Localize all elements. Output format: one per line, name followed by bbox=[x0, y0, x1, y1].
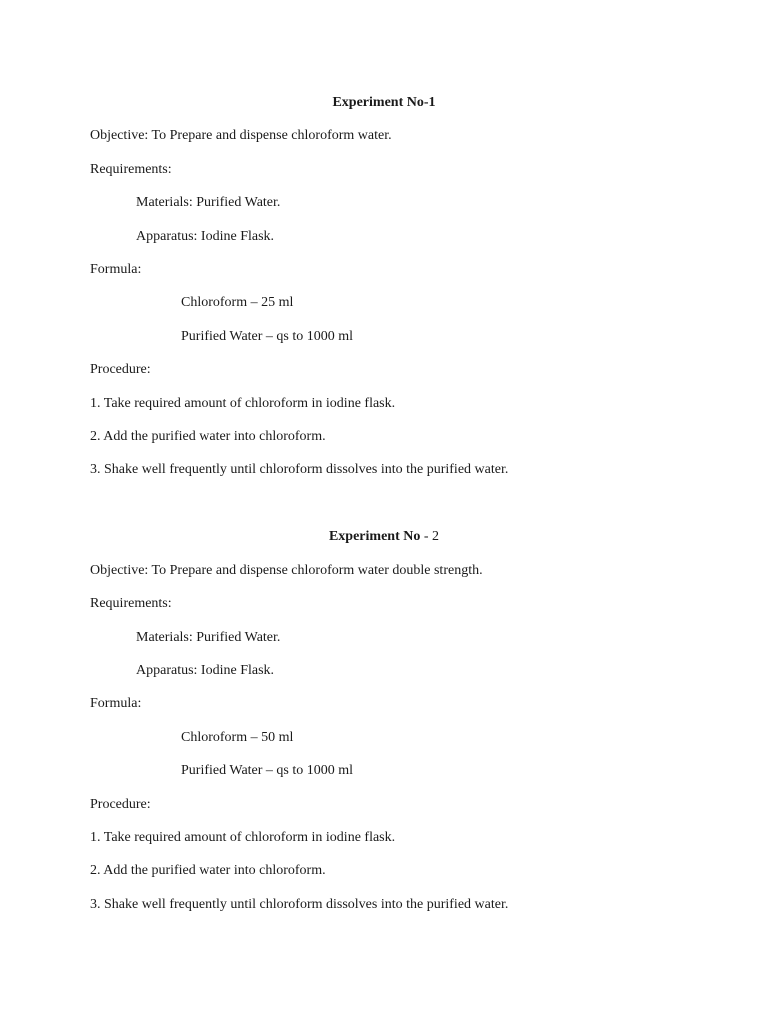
experiment-2-formula-item: Chloroform – 50 ml bbox=[181, 730, 294, 745]
experiment-2-requirements-label: Requirements: bbox=[90, 596, 172, 611]
experiment-2-formula-label: Formula: bbox=[90, 696, 142, 711]
experiment-1-apparatus: Apparatus: Iodine Flask. bbox=[136, 229, 275, 244]
experiment-1-requirements-label: Requirements: bbox=[90, 162, 172, 177]
experiment-2-heading bbox=[0, 528, 768, 546]
experiment-1-formula-item: Chloroform – 25 ml bbox=[181, 295, 294, 310]
experiment-2-formula-item: Purified Water – qs to 1000 ml bbox=[181, 763, 354, 778]
experiment-1-procedure-step: 1. Take required amount of chloroform in iodine flask. bbox=[90, 396, 396, 411]
experiment-2-procedure-step: 1. Take required amount of chloroform in iodine flask. bbox=[90, 830, 396, 845]
experiment-1-procedure-label: Procedure: bbox=[90, 362, 151, 377]
experiment-2-materials: Materials: Purified Water. bbox=[136, 630, 281, 645]
experiment-2-heading-bold: Experiment No bbox=[328, 529, 421, 544]
experiment-2-objective: Objective: To Prepare and dispense chloroform water double strength. bbox=[90, 563, 483, 578]
experiment-2-procedure-label: Procedure: bbox=[90, 797, 151, 812]
experiment-1-materials: Materials: Purified Water. bbox=[136, 195, 281, 210]
experiment-1-heading-bold: Experiment No-1 bbox=[332, 95, 436, 110]
experiment-1-formula-item: Purified Water – qs to 1000 ml bbox=[181, 329, 354, 344]
experiment-2-procedure-step: 3. Shake well frequently until chloroform dissolves into the purified water. bbox=[90, 897, 509, 912]
experiment-2-apparatus: Apparatus: Iodine Flask. bbox=[136, 663, 275, 678]
experiment-2-heading-suffix: - 2 bbox=[420, 529, 440, 544]
experiment-1-procedure-step: 2. Add the purified water into chloroform. bbox=[90, 429, 326, 444]
experiment-1-formula-label: Formula: bbox=[90, 262, 142, 277]
experiment-2-procedure-step: 2. Add the purified water into chloroform. bbox=[90, 863, 326, 878]
experiment-1-procedure-step: 3. Shake well frequently until chloroform dissolves into the purified water. bbox=[90, 462, 509, 477]
experiment-1-heading bbox=[0, 94, 768, 112]
experiment-1-objective: Objective: To Prepare and dispense chloroform water. bbox=[90, 128, 392, 143]
